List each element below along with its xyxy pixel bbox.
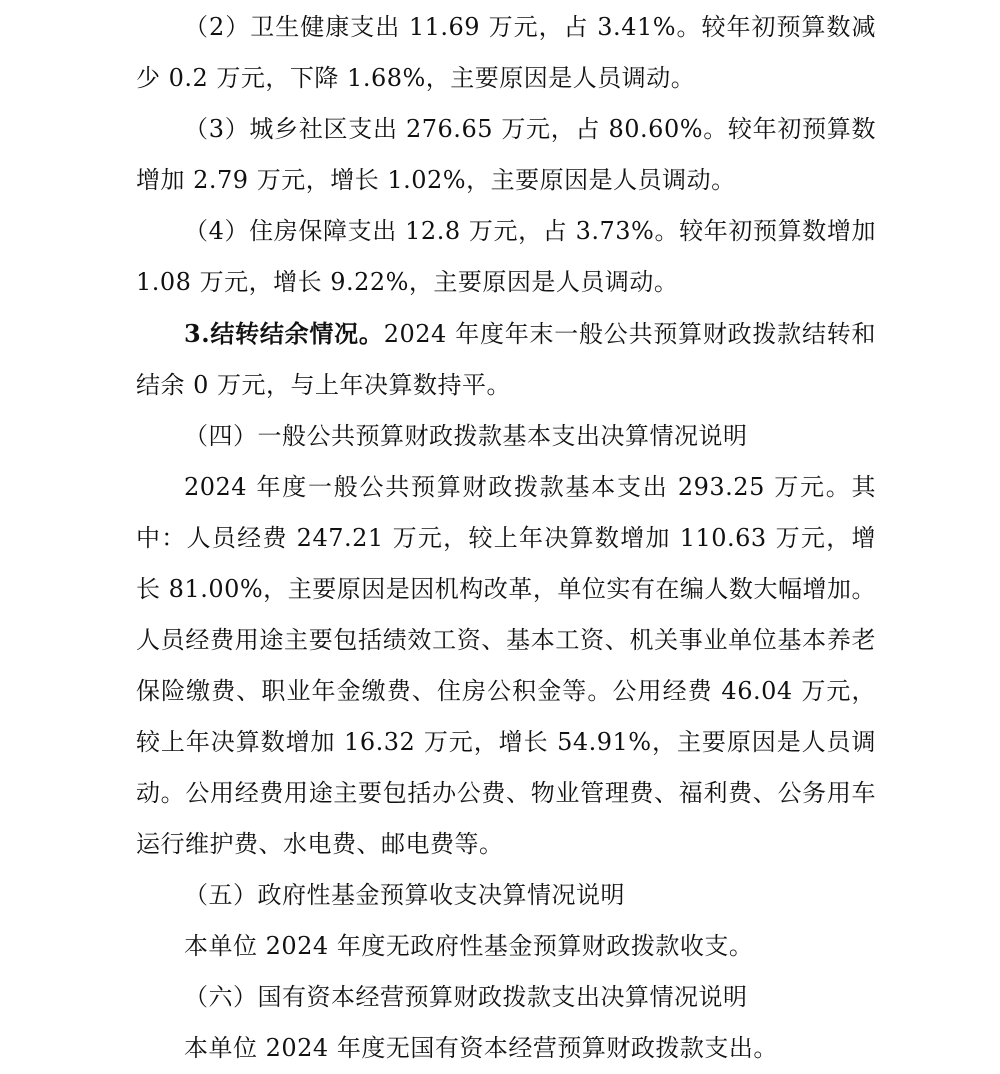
paragraph-text: （2）卫生健康支出 11.69 万元，占 3.41%。较年初预算数减少 0.2 万元，下降 1.68%，主要原因是人员调动。 [136, 13, 876, 92]
section-heading-government-fund [136, 870, 876, 921]
paragraph-urban-rural-expenditure [136, 104, 876, 206]
section-heading-state-capital [136, 972, 876, 1023]
section-heading-text: （六）国有资本经营预算财政拨款支出决算情况说明 [184, 983, 748, 1011]
paragraph-lead-heading: 3.结转结余情况。 [184, 319, 384, 348]
paragraph-carryover-balance [136, 308, 876, 411]
section-heading-text: （五）政府性基金预算收支决算情况说明 [184, 881, 625, 909]
document-body [136, 2, 876, 1074]
paragraph-text: 本单位 2024 年度无政府性基金预算财政拨款收支。 [184, 932, 754, 960]
paragraph-housing-expenditure [136, 206, 876, 308]
paragraph-text: （4）住房保障支出 12.8 万元，占 3.73%。较年初预算数增加 1.08 万元，增长 9.22%，主要原因是人员调动。 [136, 217, 876, 296]
paragraph-text: 2024 年度年末一般公共预算财政拨款结转和结余 0 万元，与上年决算数持平。 [136, 320, 876, 399]
paragraph-government-fund [136, 921, 876, 972]
paragraph-text: 本单位 2024 年度无国有资本经营预算财政拨款支出。 [184, 1034, 778, 1062]
paragraph-health-expenditure [136, 2, 876, 104]
section-heading-text: （四）一般公共预算财政拨款基本支出决算情况说明 [184, 422, 748, 450]
paragraph-text: 2024 年度一般公共预算财政拨款基本支出 293.25 万元。其中：人员经费 247.21 万元，较上年决算数增加 110.63 万元，增长 81.00%，主要原因是因机构改革，单位实有在编人数大幅增加。人员经费用途主要包括绩效工资、基本工资、机关事业单位基本养老保险缴费、职业年金缴费、住房公积金等。公用经费 46.04 万元，较上年决算数增加 16.32 万元，增长 54.91%，主要原因是人员调动。公用经费用途主要包括办公费、物业管理费、福利费、公务用车运行维护费、水电费、邮电费等。 [136, 473, 876, 858]
paragraph-state-capital [136, 1023, 876, 1074]
paragraph-text: （3）城乡社区支出 276.65 万元，占 80.60%。较年初预算数增加 2.79 万元，增长 1.02%，主要原因是人员调动。 [136, 115, 876, 194]
paragraph-basic-expenditure [136, 462, 876, 870]
section-heading-basic-expenditure [136, 411, 876, 462]
